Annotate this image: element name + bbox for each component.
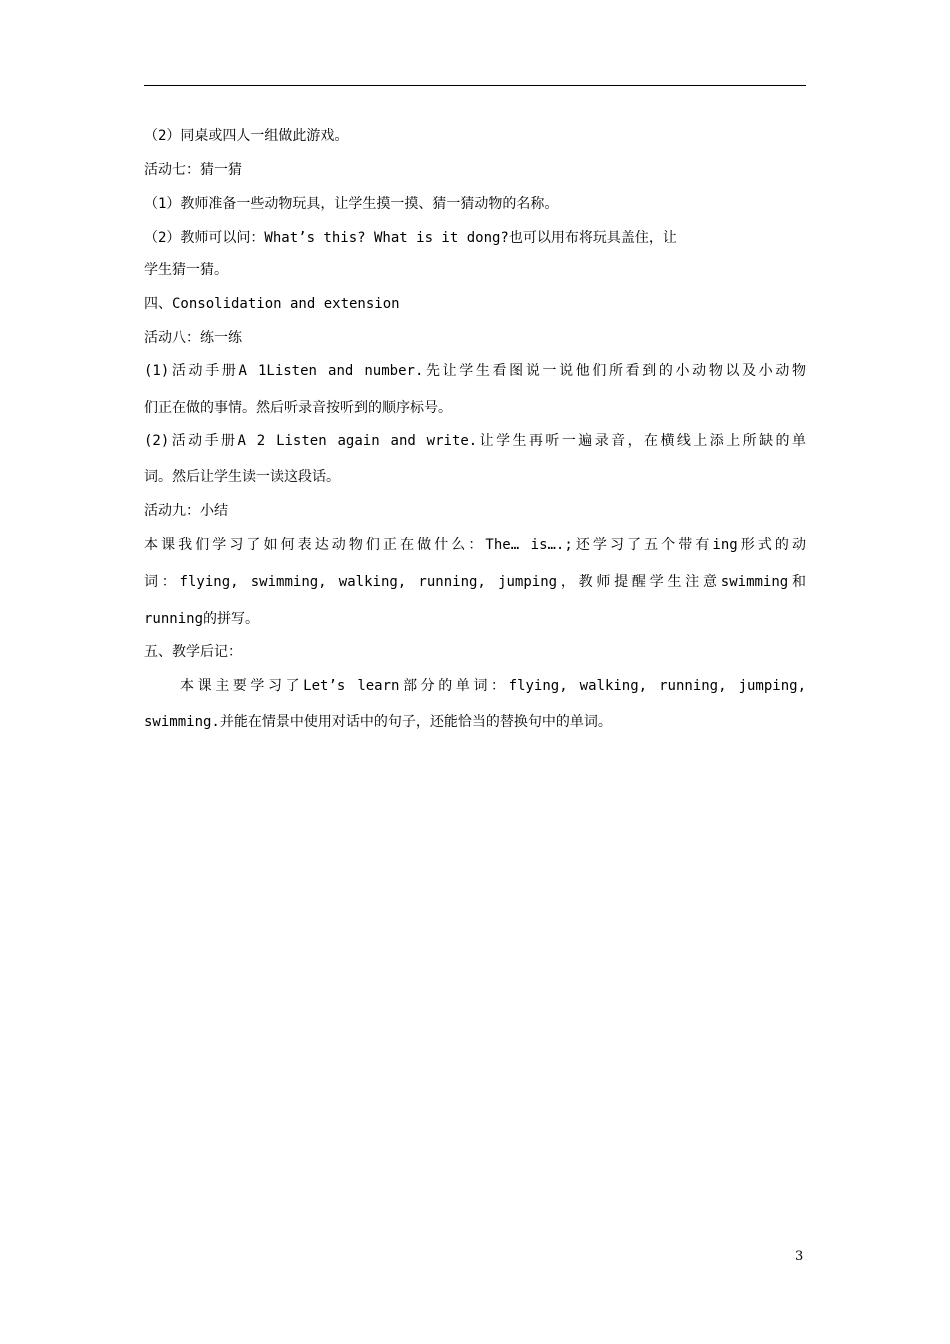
paragraph-line: 学生猜一猜。 <box>144 262 228 278</box>
paragraph-line: 词。然后让学生读一读这段话。 <box>144 469 340 485</box>
paragraph-line: 们正在做的事情。然后听录音按听到的顺序标号。 <box>144 400 452 416</box>
section-heading: 四、Consolidation and extension <box>144 296 400 312</box>
header-rule <box>144 85 806 86</box>
section-heading: 活动八：练一练 <box>144 330 242 346</box>
section-heading: 活动七：猜一猜 <box>144 162 242 178</box>
paragraph-line: 词：flying, swimming, walking, running, jumping，教师提醒学生注意swimming和 <box>144 574 806 590</box>
section-heading: 五、教学后记： <box>144 644 242 660</box>
paragraph-line: （2）教师可以问：What’s this? What is it dong?也可以用布将玩具盖住，让 <box>144 230 677 246</box>
paragraph-line: 本课我们学习了如何表达动物们正在做什么：The… is….;还学习了五个带有ing形式的动 <box>144 537 806 553</box>
paragraph-line: （1）教师准备一些动物玩具，让学生摸一摸、猜一猜动物的名称。 <box>144 196 559 212</box>
paragraph-line: (1)活动手册A 1Listen and number.先让学生看图说一说他们所看到的小动物以及小动物 <box>144 363 806 379</box>
paragraph-line: swimming.并能在情景中使用对话中的句子，还能恰当的替换句中的单词。 <box>144 714 612 730</box>
paragraph-line: 本课主要学习了Let’s learn部分的单词：flying, walking, running, jumping, <box>180 678 806 694</box>
page-number: 3 <box>795 1249 804 1264</box>
section-heading: 活动九：小结 <box>144 503 228 519</box>
paragraph-line: (2)活动手册A 2 Listen again and write.让学生再听一遍录音，在横线上添上所缺的单 <box>144 433 806 449</box>
paragraph-line: running的拼写。 <box>144 611 260 627</box>
paragraph-line: （2）同桌或四人一组做此游戏。 <box>144 128 349 144</box>
